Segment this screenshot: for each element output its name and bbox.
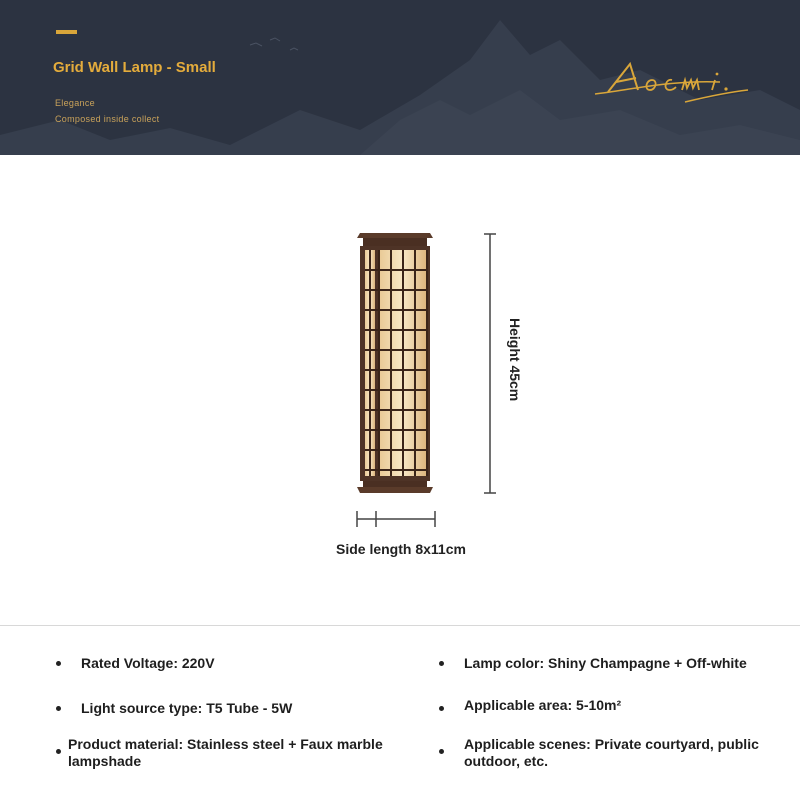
spec-rated-voltage: Rated Voltage: 220V <box>81 655 215 671</box>
subtitle-collection: Composed inside collect <box>55 114 160 124</box>
side-length-label: Side length 8x11cm <box>336 541 466 557</box>
bullet-icon <box>439 706 444 711</box>
height-dimension-icon <box>480 230 500 498</box>
spec-material: Product material: Stainless steel + Faux marble lampshade <box>68 736 383 769</box>
bullet-icon <box>56 661 61 666</box>
brand-logo <box>590 52 755 107</box>
bullet-icon <box>56 706 61 711</box>
subtitle-elegance: Elegance <box>55 98 95 108</box>
page-title: Grid Wall Lamp - Small <box>53 59 216 76</box>
spec-lamp-color: Lamp color: Shiny Champagne + Off-white <box>464 655 747 671</box>
bullet-icon <box>439 661 444 666</box>
spec-applicable-scenes: Applicable scenes: Private courtyard, public outdoor, etc. <box>464 736 759 769</box>
spec-light-source: Light source type: T5 Tube - 5W <box>81 700 293 716</box>
lamp-product-image <box>350 225 440 500</box>
header-banner <box>0 0 800 155</box>
accent-bar <box>56 30 77 34</box>
bullet-icon <box>56 749 61 754</box>
width-dimension-icon <box>352 508 440 530</box>
bullet-icon <box>439 749 444 754</box>
height-label: Height 45cm <box>507 318 523 402</box>
section-divider <box>0 625 800 626</box>
spec-applicable-area: Applicable area: 5-10m² <box>464 697 622 713</box>
